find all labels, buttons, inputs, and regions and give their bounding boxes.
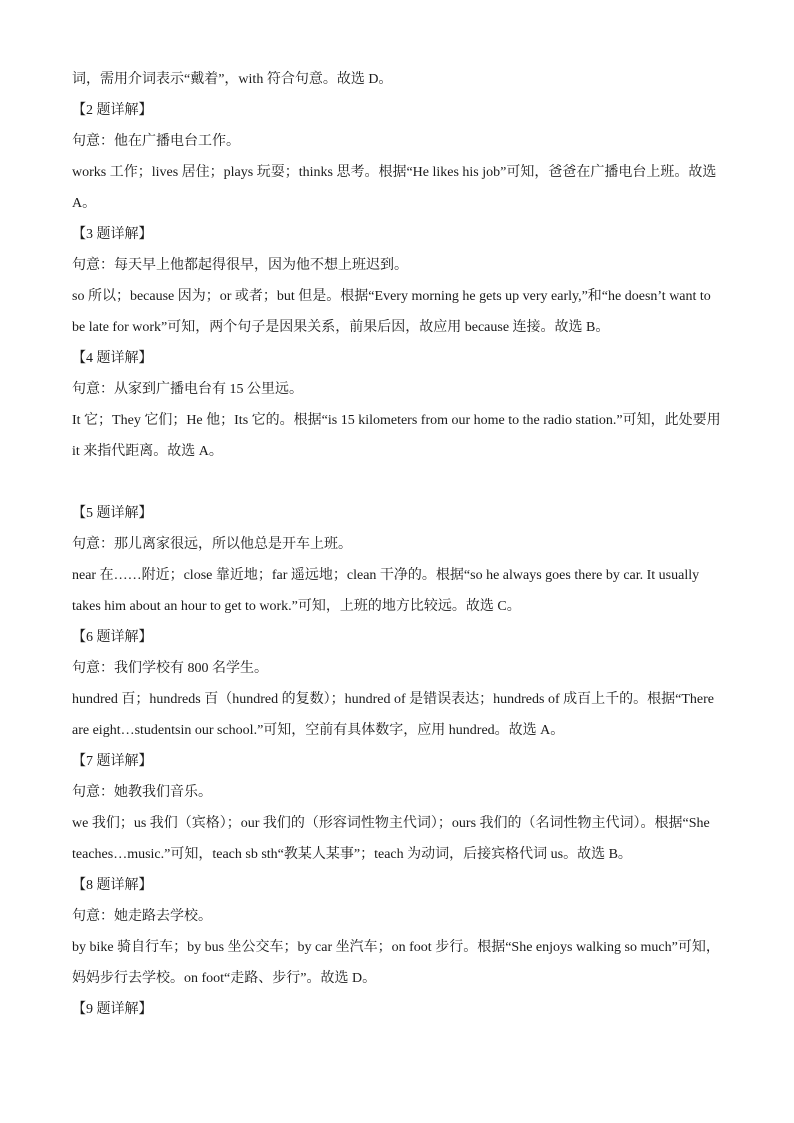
section-heading-q6: 【6 题详解】 <box>72 630 153 645</box>
section-heading-q5: 【5 题详解】 <box>72 506 153 521</box>
text-line: 词，需用介词表示“戴着”，with 符合句意。故选 D。 <box>72 72 393 87</box>
text-line: hundred 百；hundreds 百（hundred 的复数）；hundred of 是错误表达；hundreds of 成百上千的。根据“There <box>72 692 714 707</box>
text-line: be late for work”可知，两个句子是因果关系，前果后因，故应用 because 连接。故选 B。 <box>72 320 610 335</box>
section-heading-q7: 【7 题详解】 <box>72 754 153 769</box>
text-line: A。 <box>72 196 97 211</box>
text-line: works 工作；lives 居住；plays 玩耍；thinks 思考。根据“He likes his job”可知，爸爸在广播电台上班。故选 <box>72 165 717 180</box>
text-line: so 所以；because 因为；or 或者；but 但是。根据“Every morning he gets up very early,”和“he doesn’t want to <box>72 289 711 304</box>
text-line: are eight…studentsin our school.”可知，空前有具体数字，应用 hundred。故选 A。 <box>72 723 565 738</box>
text-line: teaches…music.”可知，teach sb sth“教某人某事”；teach 为动词，后接宾格代词 us。故选 B。 <box>72 847 632 862</box>
section-heading-q8: 【8 题详解】 <box>72 878 153 893</box>
blank-spacer <box>72 467 722 498</box>
answer-explanations <box>72 64 722 1025</box>
text-line: it 来指代距离。故选 A。 <box>72 444 223 459</box>
sentence-meaning: 句意：他在广播电台工作。 <box>72 134 240 149</box>
sentence-meaning: 句意：从家到广播电台有 15 公里远。 <box>72 382 303 397</box>
sentence-meaning: 句意：她走路去学校。 <box>72 909 212 924</box>
sentence-meaning: 句意：她教我们音乐。 <box>72 785 212 800</box>
text-line: 妈妈步行去学校。on foot“走路、步行”。故选 D。 <box>72 971 377 986</box>
section-heading-q2: 【2 题详解】 <box>72 103 153 118</box>
sentence-meaning: 句意：每天早上他都起得很早，因为他不想上班迟到。 <box>72 258 408 273</box>
section-heading-q4: 【4 题详解】 <box>72 351 153 366</box>
sentence-meaning: 句意：我们学校有 800 名学生。 <box>72 661 268 676</box>
text-line: near 在……附近；close 靠近地；far 遥远地；clean 干净的。根据“so he always goes there by car. It usually <box>72 568 700 583</box>
text-line: we 我们；us 我们（宾格）；our 我们的（形容词性物主代词）；ours 我们的（名词性物主代词）。根据“She <box>72 816 710 831</box>
text-line: by bike 骑自行车；by bus 坐公交车；by car 坐汽车；on foot 步行。根据“She enjoys walking so much”可知， <box>72 940 720 955</box>
text-line: It 它；They 它们；He 他；Its 它的。根据“is 15 kilometers from our home to the radio station.”可知，此处要用 <box>72 413 721 428</box>
text-line: takes him about an hour to get to work.”可知，上班的地方比较远。故选 C。 <box>72 599 521 614</box>
sentence-meaning: 句意：那儿离家很远，所以他总是开车上班。 <box>72 537 352 552</box>
section-heading-q9: 【9 题详解】 <box>72 1002 153 1017</box>
section-heading-q3: 【3 题详解】 <box>72 227 153 242</box>
